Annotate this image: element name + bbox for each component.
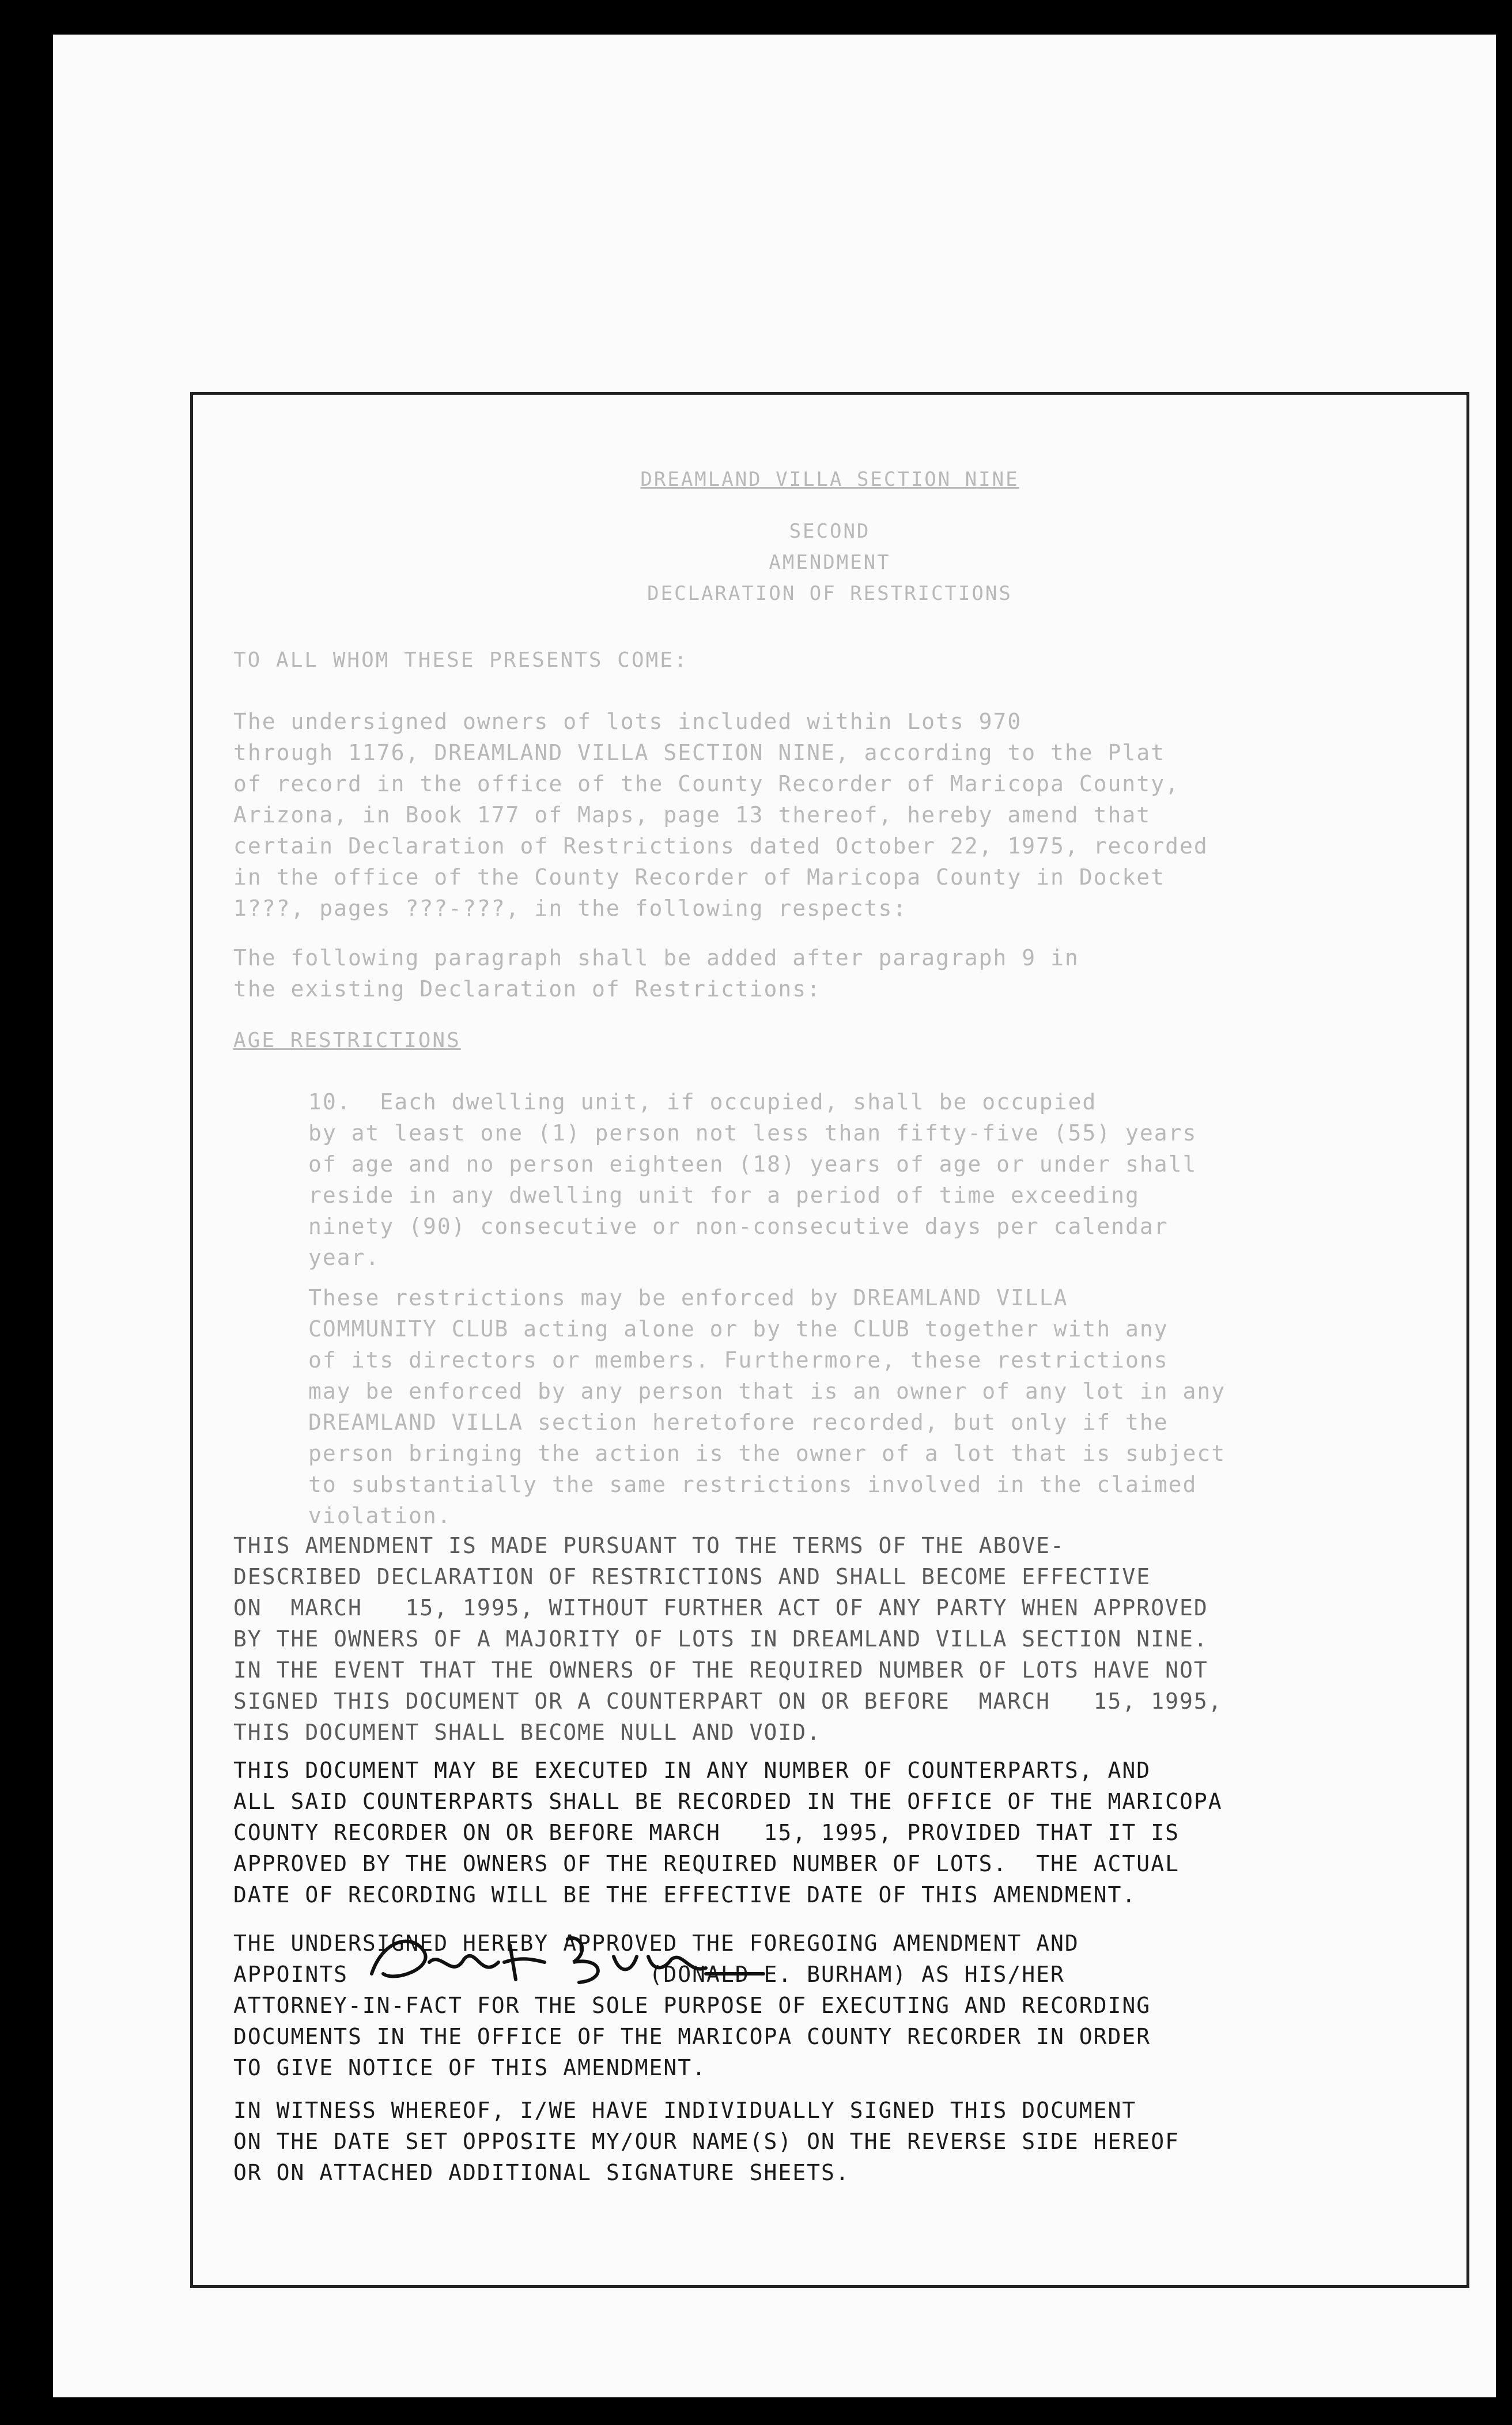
handwritten-signature — [360, 1928, 775, 1997]
age-restrictions-paragraph: 10. Each dwelling unit, if occupied, shall be occupied by at least one (1) person not less than fifty-five (55) years of age and no person eighteen (18) years of age or under shall reside in any dwelling unit for a period of time exceeding ninety (90) consecutive or non-consecutive days per calendar year. — [308, 1089, 1197, 1270]
addressee-line: TO ALL WHOM THESE PRESENTS COME: — [233, 648, 689, 672]
subtitle-line-3: DECLARATION OF RESTRICTIONS — [647, 582, 1012, 605]
subtitle-line-1: SECOND — [789, 520, 871, 543]
section-heading: AGE RESTRICTIONS — [233, 1029, 461, 1052]
scan-edge-mark — [0, 179, 50, 222]
subtitle-line-2: AMENDMENT — [769, 551, 891, 574]
witness-paragraph: IN WITNESS WHEREOF, I/WE HAVE INDIVIDUALLY SIGNED THIS DOCUMENT ON THE DATE SET OPPOSITE MY/OUR NAME(S) ON THE REVERSE SIDE HEREOF OR ON ATTACHED ADDITIONAL SIGNATURE SHEETS. — [233, 2098, 1180, 2185]
approval-paragraph: THE UNDERSIGNED HEREBY APPROVED THE FOREGOING AMENDMENT AND APPOINTS (DONALD E. BURHAM) AS HIS/HER ATTORNEY-IN-FACT FOR THE SOLE PURPOSE OF EXECUTING AND RECORDING DOCUMENTS IN THE OFFICE OF THE MARICOPA COUNTY RECORDER IN ORDER TO GIVE NOTICE OF THIS AMENDMENT. — [233, 1931, 1151, 2080]
document-page — [53, 35, 1496, 2397]
document-border — [190, 392, 1469, 2288]
counterparts-paragraph: THIS DOCUMENT MAY BE EXECUTED IN ANY NUMBER OF COUNTERPARTS, AND ALL SAID COUNTERPARTS SHALL BE RECORDED IN THE OFFICE OF THE MARICOPA COUNTY RECORDER ON OR BEFORE MARCH 15, 1995, PROVIDED THAT IT IS APPROVED BY THE OWNERS OF THE REQUIRED NUMBER OF LOTS. THE ACTUAL DATE OF RECORDING WILL BE THE EFFECTIVE DATE OF THIS AMENDMENT. — [233, 1758, 1223, 1907]
intro-paragraph: The undersigned owners of lots included within Lots 970 through 1176, DREAMLAND VILLA SECTION NINE, according to the Plat of record in the office of the County Recorder of Maricopa County, Arizona, in Book 177 of Maps, page 13 thereof, hereby amend that certain Declaration of Restrictions dated October 22, 1975, recorded in the office of the County Recorder of Maricopa County in Docket 1???, pages ???-???, in the following respects: — [233, 709, 1208, 921]
effective-date-paragraph: THIS AMENDMENT IS MADE PURSUANT TO THE TERMS OF THE ABOVE- DESCRIBED DECLARATION OF RESTRICTIONS AND SHALL BECOME EFFECTIVE ON MARCH 15, 1995, WITHOUT FURTHER ACT OF ANY PARTY WHEN APPROVED BY THE OWNERS OF A MAJORITY OF LOTS IN DREAMLAND VILLA SECTION NINE. IN THE EVENT THAT THE OWNERS OF THE REQUIRED NUMBER OF LOTS HAVE NOT SIGNED THIS DOCUMENT OR A COUNTERPART ON OR BEFORE MARCH 15, 1995, THIS DOCUMENT SHALL BECOME NULL AND VOID. — [233, 1533, 1223, 1745]
document-title: DREAMLAND VILLA SECTION NINE — [640, 468, 1019, 491]
scan-edge-mark — [0, 415, 46, 444]
added-paragraph-note: The following paragraph shall be added after paragraph 9 in the existing Declaration of Restrictions: — [233, 945, 1079, 1002]
enforcement-paragraph: These restrictions may be enforced by DREAMLAND VILLA COMMUNITY CLUB acting alone or by the CLUB together with any of its directors or members. Furthermore, these restrictions may be enforced by any person that is an owner of any lot in any DREAMLAND VILLA section heretofore recorded, but only if the person bringing the action is the owner of a lot that is subject to substantially the same restrictions involved in the claimed violation. — [308, 1285, 1226, 1528]
document-subtitle — [193, 516, 1466, 609]
